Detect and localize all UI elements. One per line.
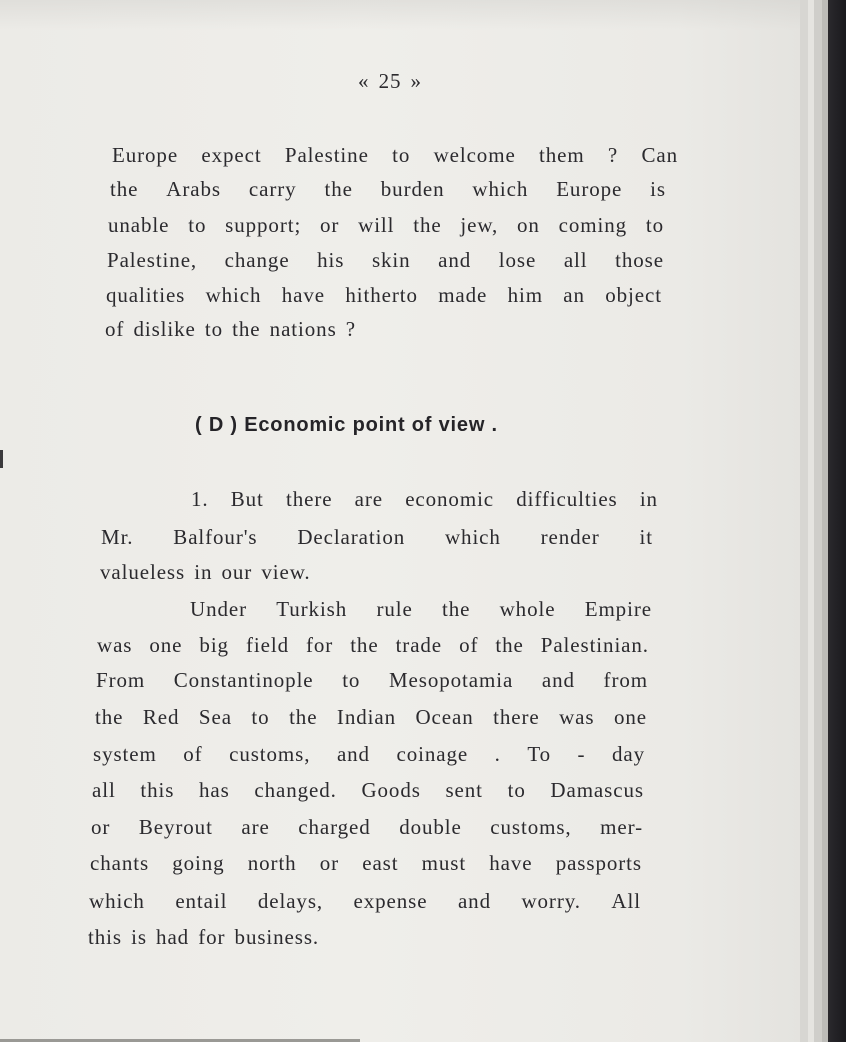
word: Declaration (297, 525, 406, 549)
word: Under (190, 597, 247, 621)
word: east (362, 851, 399, 875)
paragraph-1-line: of dislike to the nations ? (105, 317, 357, 341)
word: are (241, 815, 270, 839)
word: skin (371, 248, 411, 272)
paragraph-3-line (95, 705, 647, 730)
word: 1. (191, 487, 209, 511)
word: on (517, 213, 540, 237)
word: made (438, 283, 488, 307)
word: chants (90, 851, 150, 875)
word: entail (175, 889, 228, 913)
word: trade (395, 633, 443, 657)
book-cover-edge (828, 0, 846, 1042)
word: and (336, 742, 370, 766)
word: is (650, 177, 666, 201)
paragraph-3-line (89, 889, 641, 914)
word: will (358, 213, 395, 237)
word: to (392, 143, 411, 167)
page-stack-edge (800, 0, 808, 1042)
word: - (577, 742, 586, 766)
page-stack-edge (814, 0, 822, 1042)
word: qualities (106, 283, 186, 307)
word: hitherto (345, 283, 418, 307)
word: from (603, 668, 648, 692)
word: Sea (198, 705, 232, 729)
word: Palestine (284, 143, 369, 167)
word: object (605, 283, 662, 307)
word: lose (498, 248, 537, 272)
word: worry. (521, 889, 581, 913)
word: difficulties (516, 487, 618, 511)
word: big (199, 633, 229, 657)
word: burden (380, 177, 445, 201)
word: must (421, 851, 467, 875)
word: jew, (460, 213, 499, 237)
word: it (639, 525, 653, 549)
word: Arabs (166, 177, 221, 201)
word: To (527, 742, 551, 766)
word: Palestine, (107, 248, 198, 272)
word: delays, (257, 889, 324, 913)
word: which (444, 525, 501, 549)
section-heading: ( D ) Economic point of view . (195, 414, 498, 436)
paragraph-1-line (112, 143, 678, 168)
word: economic (405, 487, 495, 511)
word: unable (108, 213, 170, 237)
word: and (457, 889, 491, 913)
word: of (183, 742, 203, 766)
word: or (91, 815, 111, 839)
word: was (97, 633, 133, 657)
paragraph-3-line (92, 778, 644, 803)
word: Beyrout (138, 815, 213, 839)
page-edge-mark (0, 450, 3, 468)
paragraph-3-line (190, 597, 652, 622)
word: mer- (600, 815, 643, 839)
word: the (110, 177, 139, 201)
word: Goods (361, 778, 421, 802)
word: the (495, 633, 524, 657)
word: welcome (433, 143, 516, 167)
word: going (172, 851, 225, 875)
word: Empire (584, 597, 652, 621)
paragraph-1-line (106, 283, 662, 308)
word: to (507, 778, 526, 802)
word: of (459, 633, 479, 657)
word: to (188, 213, 207, 237)
word: Constantinople (173, 668, 314, 692)
word: double (399, 815, 462, 839)
paragraph-2-line (191, 487, 658, 512)
word: are (354, 487, 383, 511)
paragraph-3-line (97, 633, 649, 658)
word: all (563, 248, 588, 272)
word: coming (558, 213, 628, 237)
page-shading (0, 0, 800, 30)
word: Indian (336, 705, 396, 729)
word: to (645, 213, 664, 237)
word: all (92, 778, 116, 802)
word: whole (499, 597, 556, 621)
word: to (251, 705, 270, 729)
paragraph-1-line (107, 248, 664, 273)
word: Can (641, 143, 678, 167)
paragraph-3-line (91, 815, 643, 840)
paragraph-3-line (93, 742, 645, 767)
word: the (95, 705, 124, 729)
word: From (96, 668, 146, 692)
word: this (140, 778, 175, 802)
word: has (199, 778, 230, 802)
paragraph-3-line: this is had for business. (88, 925, 320, 949)
word: ? (607, 143, 619, 167)
word: which (89, 889, 145, 913)
word: an (563, 283, 585, 307)
word: customs, (229, 742, 311, 766)
paragraph-3-line (96, 668, 648, 693)
word: charged (298, 815, 371, 839)
word: Turkish (276, 597, 348, 621)
word: there (493, 705, 540, 729)
word: or (320, 213, 340, 237)
word: them (538, 143, 585, 167)
word: his (317, 248, 345, 272)
word: support; (225, 213, 302, 237)
word: have (489, 851, 533, 875)
word: and (438, 248, 472, 272)
word: system (93, 742, 157, 766)
word: Mr. (101, 525, 134, 549)
word: field (245, 633, 289, 657)
word: was (559, 705, 595, 729)
word: But (230, 487, 264, 511)
word: customs, (490, 815, 572, 839)
word: those (615, 248, 664, 272)
word: expense (353, 889, 428, 913)
word: there (285, 487, 333, 511)
word: passports (555, 851, 642, 875)
word: changed. (254, 778, 337, 802)
word: the (289, 705, 318, 729)
word: one (149, 633, 183, 657)
word: render (540, 525, 600, 549)
word: north (247, 851, 297, 875)
paragraph-2-line: valueless in our view. (100, 560, 311, 584)
page-number: « 25 » (358, 69, 422, 93)
word: change (224, 248, 290, 272)
word: in (639, 487, 658, 511)
word: Mesopotamia (388, 668, 514, 692)
word: Europe (112, 143, 179, 167)
word: Ocean (415, 705, 474, 729)
word: Damascus (550, 778, 644, 802)
word: or (319, 851, 340, 875)
word: coinage (396, 742, 469, 766)
paragraph-2-line (101, 525, 653, 550)
word: one (613, 705, 647, 729)
word: to (342, 668, 361, 692)
word: have (281, 283, 325, 307)
word: for (305, 633, 334, 657)
word: Palestinian. (540, 633, 649, 657)
paragraph-3-line (90, 851, 642, 876)
word: which (205, 283, 262, 307)
paragraph-1-line (108, 213, 664, 238)
word: the (441, 597, 471, 621)
word: Red (142, 705, 180, 729)
word: the (350, 633, 379, 657)
word: rule (376, 597, 413, 621)
word: All (611, 889, 641, 913)
word: carry (248, 177, 297, 201)
word: which (472, 177, 529, 201)
word: him (507, 283, 543, 307)
word: Balfour's (173, 525, 258, 549)
word: day (611, 742, 645, 766)
word: and (541, 668, 575, 692)
paragraph-1-line (110, 177, 666, 202)
word: Europe (556, 177, 623, 201)
word: sent (445, 778, 483, 802)
word: the (413, 213, 442, 237)
word: the (324, 177, 353, 201)
word: . (494, 742, 501, 766)
word: expect (201, 143, 262, 167)
